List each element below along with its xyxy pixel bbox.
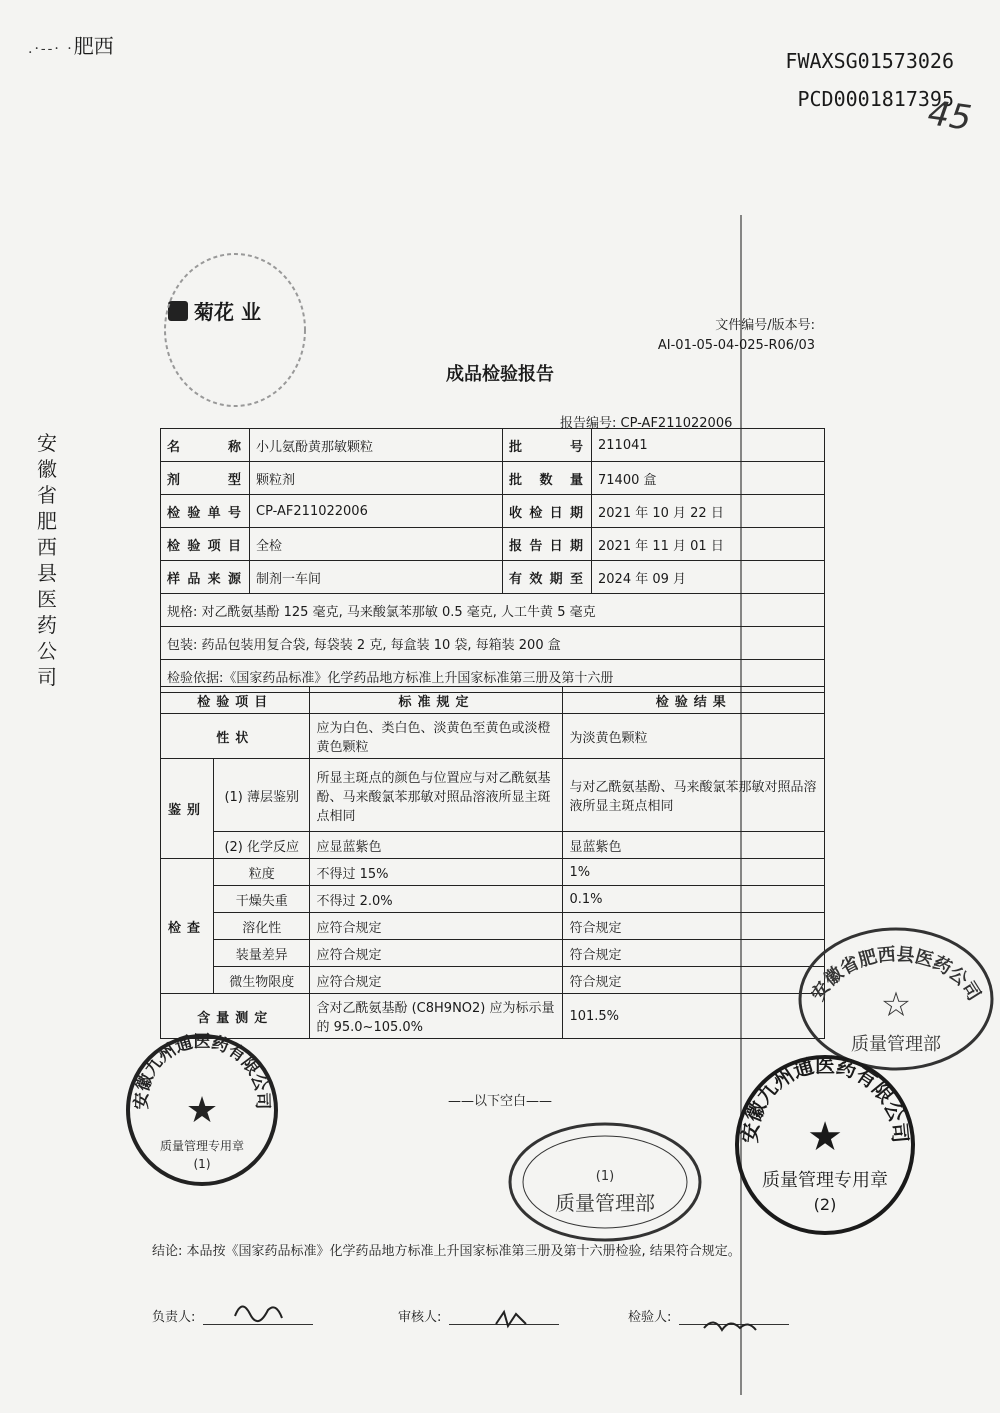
signature-scribble-2 xyxy=(492,1306,532,1332)
corner-note: .·--· ·肥西 xyxy=(28,34,114,58)
test-results-table xyxy=(160,686,825,1039)
star-icon: ★ xyxy=(185,1090,219,1131)
svg-text:(1): (1) xyxy=(193,1157,211,1171)
quality-dept-stamp-oval xyxy=(505,1120,705,1245)
company-logo: 菊花 业 xyxy=(168,296,261,325)
table-row: 干燥失重 不得过 2.0% 0.1% xyxy=(161,886,825,913)
svg-text:安徽省肥西县医药公司: 安徽省肥西县医药公司 xyxy=(807,944,985,1005)
blank-below-note: ——以下空白—— xyxy=(447,1094,552,1109)
svg-text:质量管理专用章: 质量管理专用章 xyxy=(159,1139,245,1153)
table-row: 检验项目 全检 报告日期 2021 年 11 月 01 日 xyxy=(161,528,825,561)
table-row xyxy=(161,627,825,660)
svg-text:(1): (1) xyxy=(595,1169,615,1184)
file-number: 文件编号/版本号: AI-01-05-04-025-R06/03 xyxy=(657,318,815,353)
side-company-name: 安徽省肥西县医药公司 xyxy=(37,431,57,689)
spec-row: 规格: 对乙酰氨基酚 125 毫克, 马来酸氯苯那敏 0.5 毫克, 人工牛黄 5 毫克 xyxy=(161,594,825,627)
svg-text:质量管理专用章: 质量管理专用章 xyxy=(762,1170,888,1191)
table-row: 样品来源 制剂一车间 有效期至 2024 年 09 月 xyxy=(161,561,825,594)
report-title: 成品检验报告 xyxy=(446,364,554,385)
table-row: 微生物限度 应符合规定 符合规定 xyxy=(161,967,825,994)
basis-row: 检验依据:《国家药品标准》化学药品地方标准上升国家标准第三册及第十六册 xyxy=(161,660,825,693)
handwritten-page-number: 45 xyxy=(925,93,974,139)
table-row xyxy=(161,594,825,627)
star-icon: ☆ xyxy=(880,985,912,1025)
faint-logo-seal xyxy=(160,250,310,410)
svg-text:质量管理部: 质量管理部 xyxy=(851,1034,941,1055)
table-row: 剂型 颗粒剂 批数量 71400 盒 xyxy=(161,462,825,495)
signature-inspector: 检验人: xyxy=(628,1306,789,1325)
table-header-row: 检验项目 标准规定 检验结果 xyxy=(161,687,825,714)
conclusion: 结论: 本品按《国家药品标准》化学药品地方标准上升国家标准第三册及第十六册检验, 结果符合规定。 xyxy=(152,1244,741,1259)
svg-text:(2): (2) xyxy=(813,1195,837,1214)
signature-reviewer: 审核人: xyxy=(398,1306,559,1325)
quality-stamp-2 xyxy=(730,1050,920,1240)
star-icon: ★ xyxy=(807,1114,843,1160)
signature-scribble-1 xyxy=(230,1296,290,1326)
table-row: 含量测定 含对乙酰氨基酚 (C8H9NO2) 应为标示量的 95.0~105.0% 101.5% xyxy=(161,994,825,1039)
table-row: 装量差异 应符合规定 符合规定 xyxy=(161,940,825,967)
quality-stamp-1 xyxy=(122,1030,282,1190)
table-row: (2) 化学反应 应显蓝紫色 显蓝紫色 xyxy=(161,832,825,859)
package-row: 包装: 药品包装用复合袋, 每袋装 2 克, 每盒装 10 袋, 每箱装 200 盒 xyxy=(161,627,825,660)
table-row: 鉴别 (1) 薄层鉴别 所显主斑点的颜色与位置应与对乙酰氨基酚、马来酸氯苯那敏对照品溶液所显主斑点相同 与对乙酰氨基酚、马来酸氯苯那敏对照品溶液所显主斑点相同 xyxy=(161,759,825,832)
signature-scribble-3 xyxy=(700,1312,760,1338)
code-pcd: PCD0001817395 xyxy=(797,87,954,111)
code-fwaxsg: FWAXSG01573026 xyxy=(785,49,954,73)
svg-text:质量管理部: 质量管理部 xyxy=(555,1191,655,1215)
table-row: 溶化性 应符合规定 符合规定 xyxy=(161,913,825,940)
table-row: 名称 小儿氨酚黄那敏颗粒 批号 211041 xyxy=(161,429,825,462)
signature-responsible: 负责人: xyxy=(152,1306,313,1325)
product-info-table xyxy=(160,428,825,693)
svg-text:安徽九州通医药有限公司: 安徽九州通医药有限公司 xyxy=(737,1053,913,1144)
table-row: 性状 应为白色、类白色、淡黄色至黄色或淡橙黄色颗粒 为淡黄色颗粒 xyxy=(161,714,825,759)
table-row: 检验单号 CP-AF211022006 收检日期 2021 年 10 月 22 日 xyxy=(161,495,825,528)
report-number: 报告编号: CP-AF211022006 xyxy=(560,416,733,431)
table-row: 检查 粒度 不得过 15% 1% xyxy=(161,859,825,886)
svg-text:安徽九州通医药有限公司: 安徽九州通医药有限公司 xyxy=(131,1032,273,1110)
